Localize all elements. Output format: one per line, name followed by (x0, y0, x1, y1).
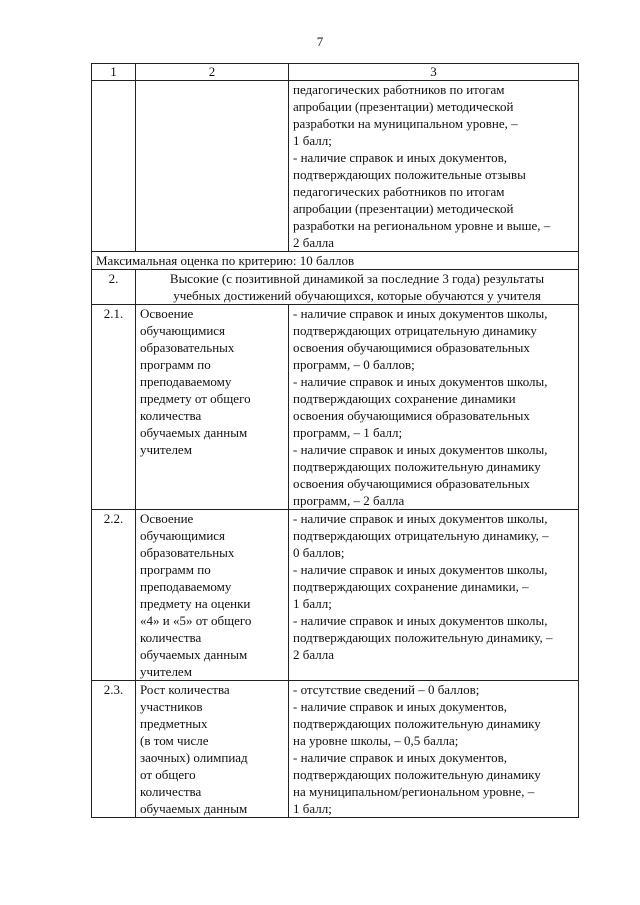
continuation-text: педагогических работников по итогам апробации (презентации) методической разработки на муниципальном уровне, – 1 балл; - наличие справок и иных документов, подтверждающих положительные отзывы педагогических работников по итогам апробации (презентации) методической разработки на региональном уровне и выше, – 2 балла (289, 81, 579, 252)
criterion-text: Высокие (с позитивной динамикой за последние 3 года) результаты учебных достижений обучающихся, которые обучаются у учителя (136, 270, 579, 305)
page-number: 7 (316, 34, 324, 49)
row-indicator: Освоение обучающимися образовательных программ по преподаваемому предмету от общего количества обучаемых данным учителем (136, 305, 289, 510)
row-indicator: Рост количества участников предметных (в том числе заочных) олимпиад от общего количества обучаемых данным (136, 681, 289, 818)
row-number: 2.2. (92, 510, 136, 681)
criterion-row (92, 270, 579, 305)
max-score-text: Максимальная оценка по критерию: 10 баллов (92, 252, 579, 270)
row-evidence: - отсутствие сведений – 0 баллов; - наличие справок и иных документов, подтверждающих положительную динамику на уровне школы, – 0,5 балла; - наличие справок и иных документов, подтверждающих положительную динамику на муниципальном/региональном уровне, – 1 балл; (289, 681, 579, 818)
max-score-row (92, 252, 579, 270)
row-number: 2.3. (92, 681, 136, 818)
table-row (92, 305, 579, 510)
table-row (92, 510, 579, 681)
table-header-row (92, 64, 579, 81)
header-col-3: 3 (289, 64, 579, 81)
criteria-table (91, 63, 579, 818)
table-row (92, 681, 579, 818)
row-evidence: - наличие справок и иных документов школы, подтверждающих отрицательную динамику освоения обучающимися образовательных программ, – 0 баллов; - наличие справок и иных документов школы, подтверждающих сохранение динамики освоения обучающимися образовательных программ, – 1 балл; - наличие справок и иных документов школы, подтверждающих положительную динамику освоения обучающимися образовательных программ, – 2 балла (289, 305, 579, 510)
row-number: 2.1. (92, 305, 136, 510)
row-evidence: - наличие справок и иных документов школы, подтверждающих отрицательную динамику, – 0 баллов; - наличие справок и иных документов школы, подтверждающих сохранение динамики, – 1 балл; - наличие справок и иных документов школы, подтверждающих положительную динамику, – 2 балла (289, 510, 579, 681)
header-col-2: 2 (136, 64, 289, 81)
row-indicator: Освоение обучающимися образовательных программ по преподаваемому предмету на оценки «4» и «5» от общего количества обучаемых данным учителем (136, 510, 289, 681)
header-col-1: 1 (92, 64, 136, 81)
criterion-number: 2. (92, 270, 136, 305)
continuation-row (92, 81, 579, 252)
